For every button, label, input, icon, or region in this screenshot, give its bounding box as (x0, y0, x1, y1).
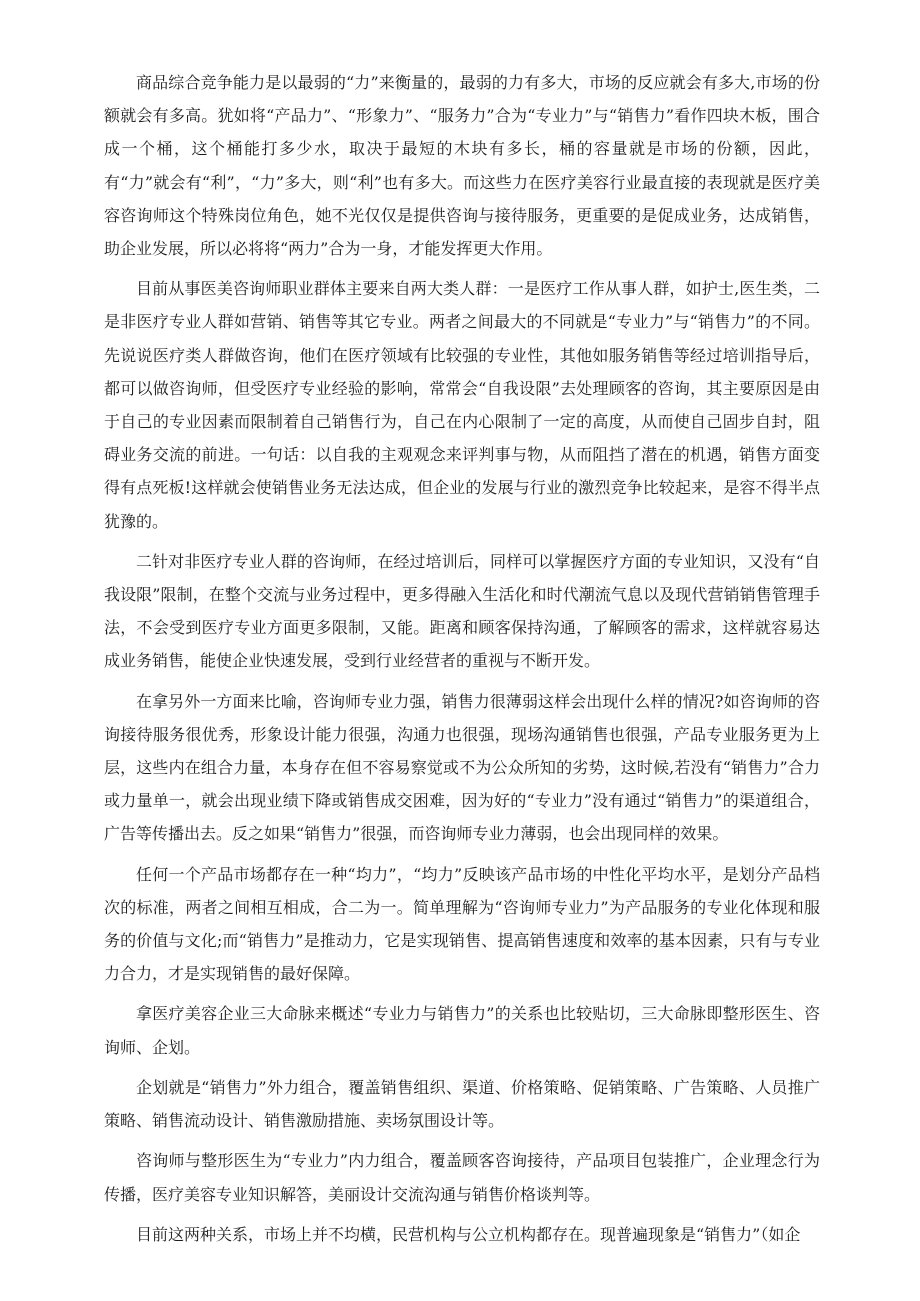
paragraph-8: 咨询师与整形医生为“专业力”内力组合，覆盖顾客咨询接待，产品项目包装推广，企业理念行为传播，医疗美容专业知识解答，美丽设计交流沟通与销售价格谈判等。 (104, 1151, 820, 1204)
paragraph-9: 目前这两种关系，市场上并不均横，民营机构与公立机构都存在。现普遍现象是“销售力”（如企 (136, 1224, 801, 1244)
paragraph-2: 目前从事医美咨询师职业群体主要来自两大类人群：一是医疗工作从事人群，如护士,医生类，二是非医疗专业人群如营销、销售等其它专业。两者之间最大的不同就是“专业力”与“销售力”的不同。先说说医疗类人群做咨询，他们在医疗领域有比较强的专业性，其他如服务销售等经过培训指导后，都可以做咨询师，但受医疗专业经验的影响，常常会“自我设限”去处理顾客的咨询，其主要原因是由于自己的专业因素而限制着自己销售行为，自己在内心限制了一定的高度，从而使自己固步自封，阻碍业务交流的前进。一句话：以自我的主观观念来评判事与物，从而阻挡了潜在的机遇，销售方面变得有点死板!这样就会使销售业务无法达成，但企业的发展与行业的激烈竞争比较起来，是容不得半点犹豫的。 (104, 279, 820, 531)
paragraph-5: 任何一个产品市场都存在一种“均力”，“均力”反映该产品市场的中性化平均水平，是划分产品档次的标准，两者之间相互相成，合二为一。简单理解为“咨询师专业力”为产品服务的专业化体现和服务的价值与文化;而“销售力”是推动力，它是实现销售、提高销售速度和效率的基本因素，只有与专业力合力，才是实现销售的最好保障。 (104, 864, 820, 984)
paragraph-3: 二针对非医疗专业人群的咨询师，在经过培训后，同样可以掌握医疗方面的专业知识，又没有“自我设限”限制，在整个交流与业务过程中，更多得融入生活化和时代潮流气息以及现代营销销售管理手法，不会受到医疗专业方面更多限制，又能。距离和顾客保持沟通，了解顾客的需求，这样就容易达成业务销售，能使企业快速发展，受到行业经营者的重视与不断开发。 (104, 551, 820, 671)
paragraph-7: 企划就是“销售力”外力组合，覆盖销售组织、渠道、价格策略、促销策略、广告策略、人员推广策略、销售流动设计、销售激励措施、卖场氛围设计等。 (104, 1077, 820, 1131)
document-body (104, 66, 820, 1258)
paragraph-1: 商品综合竞争能力是以最弱的“力”来衡量的，最弱的力有多大，市场的反应就会有多大,市场的份额就会有多高。犹如将“产品力”、“形象力”、“服务力”合为“专业力”与“销售力”看作四块木板，围合成一个桶，这个桶能打多少水，取决于最短的木块有多长，桶的容量就是市场的份额，因此，有“力”就会有“利”，“力”多大，则“利”也有多大。而这些力在医疗美容行业最直接的表现就是医疗美容咨询师这个特殊岗位角色，她不光仅仅是提供咨询与接待服务，更重要的是促成业务，达成销售，助企业发展，所以必将将“两力”合为一身，才能发挥更大作用。 (104, 73, 820, 259)
paragraph-6: 拿医疗美容企业三大命脉来概述“专业力与销售力”的关系也比较贴切，三大命脉即整形医生、咨询师、企划。 (104, 1004, 820, 1057)
paragraph-4: 在拿另外一方面来比喻，咨询师专业力强，销售力很薄弱这样会出现什么样的情况?如咨询师的咨询接待服务很优秀，形象设计能力很强，沟通力也很强，现场沟通销售也很强，产品专业服务更为上层，这些内在组合力量，本身存在但不容易察觉或不为公众所知的劣势，这时候,若没有“销售力”合力或力量单一，就会出现业绩下降或销售成交困难，因为好的“专业力”没有通过“销售力”的渠道组合，广告等传播出去。反之如果“销售力”很强，而咨询师专业力薄弱，也会出现同样的效果。 (104, 691, 820, 844)
